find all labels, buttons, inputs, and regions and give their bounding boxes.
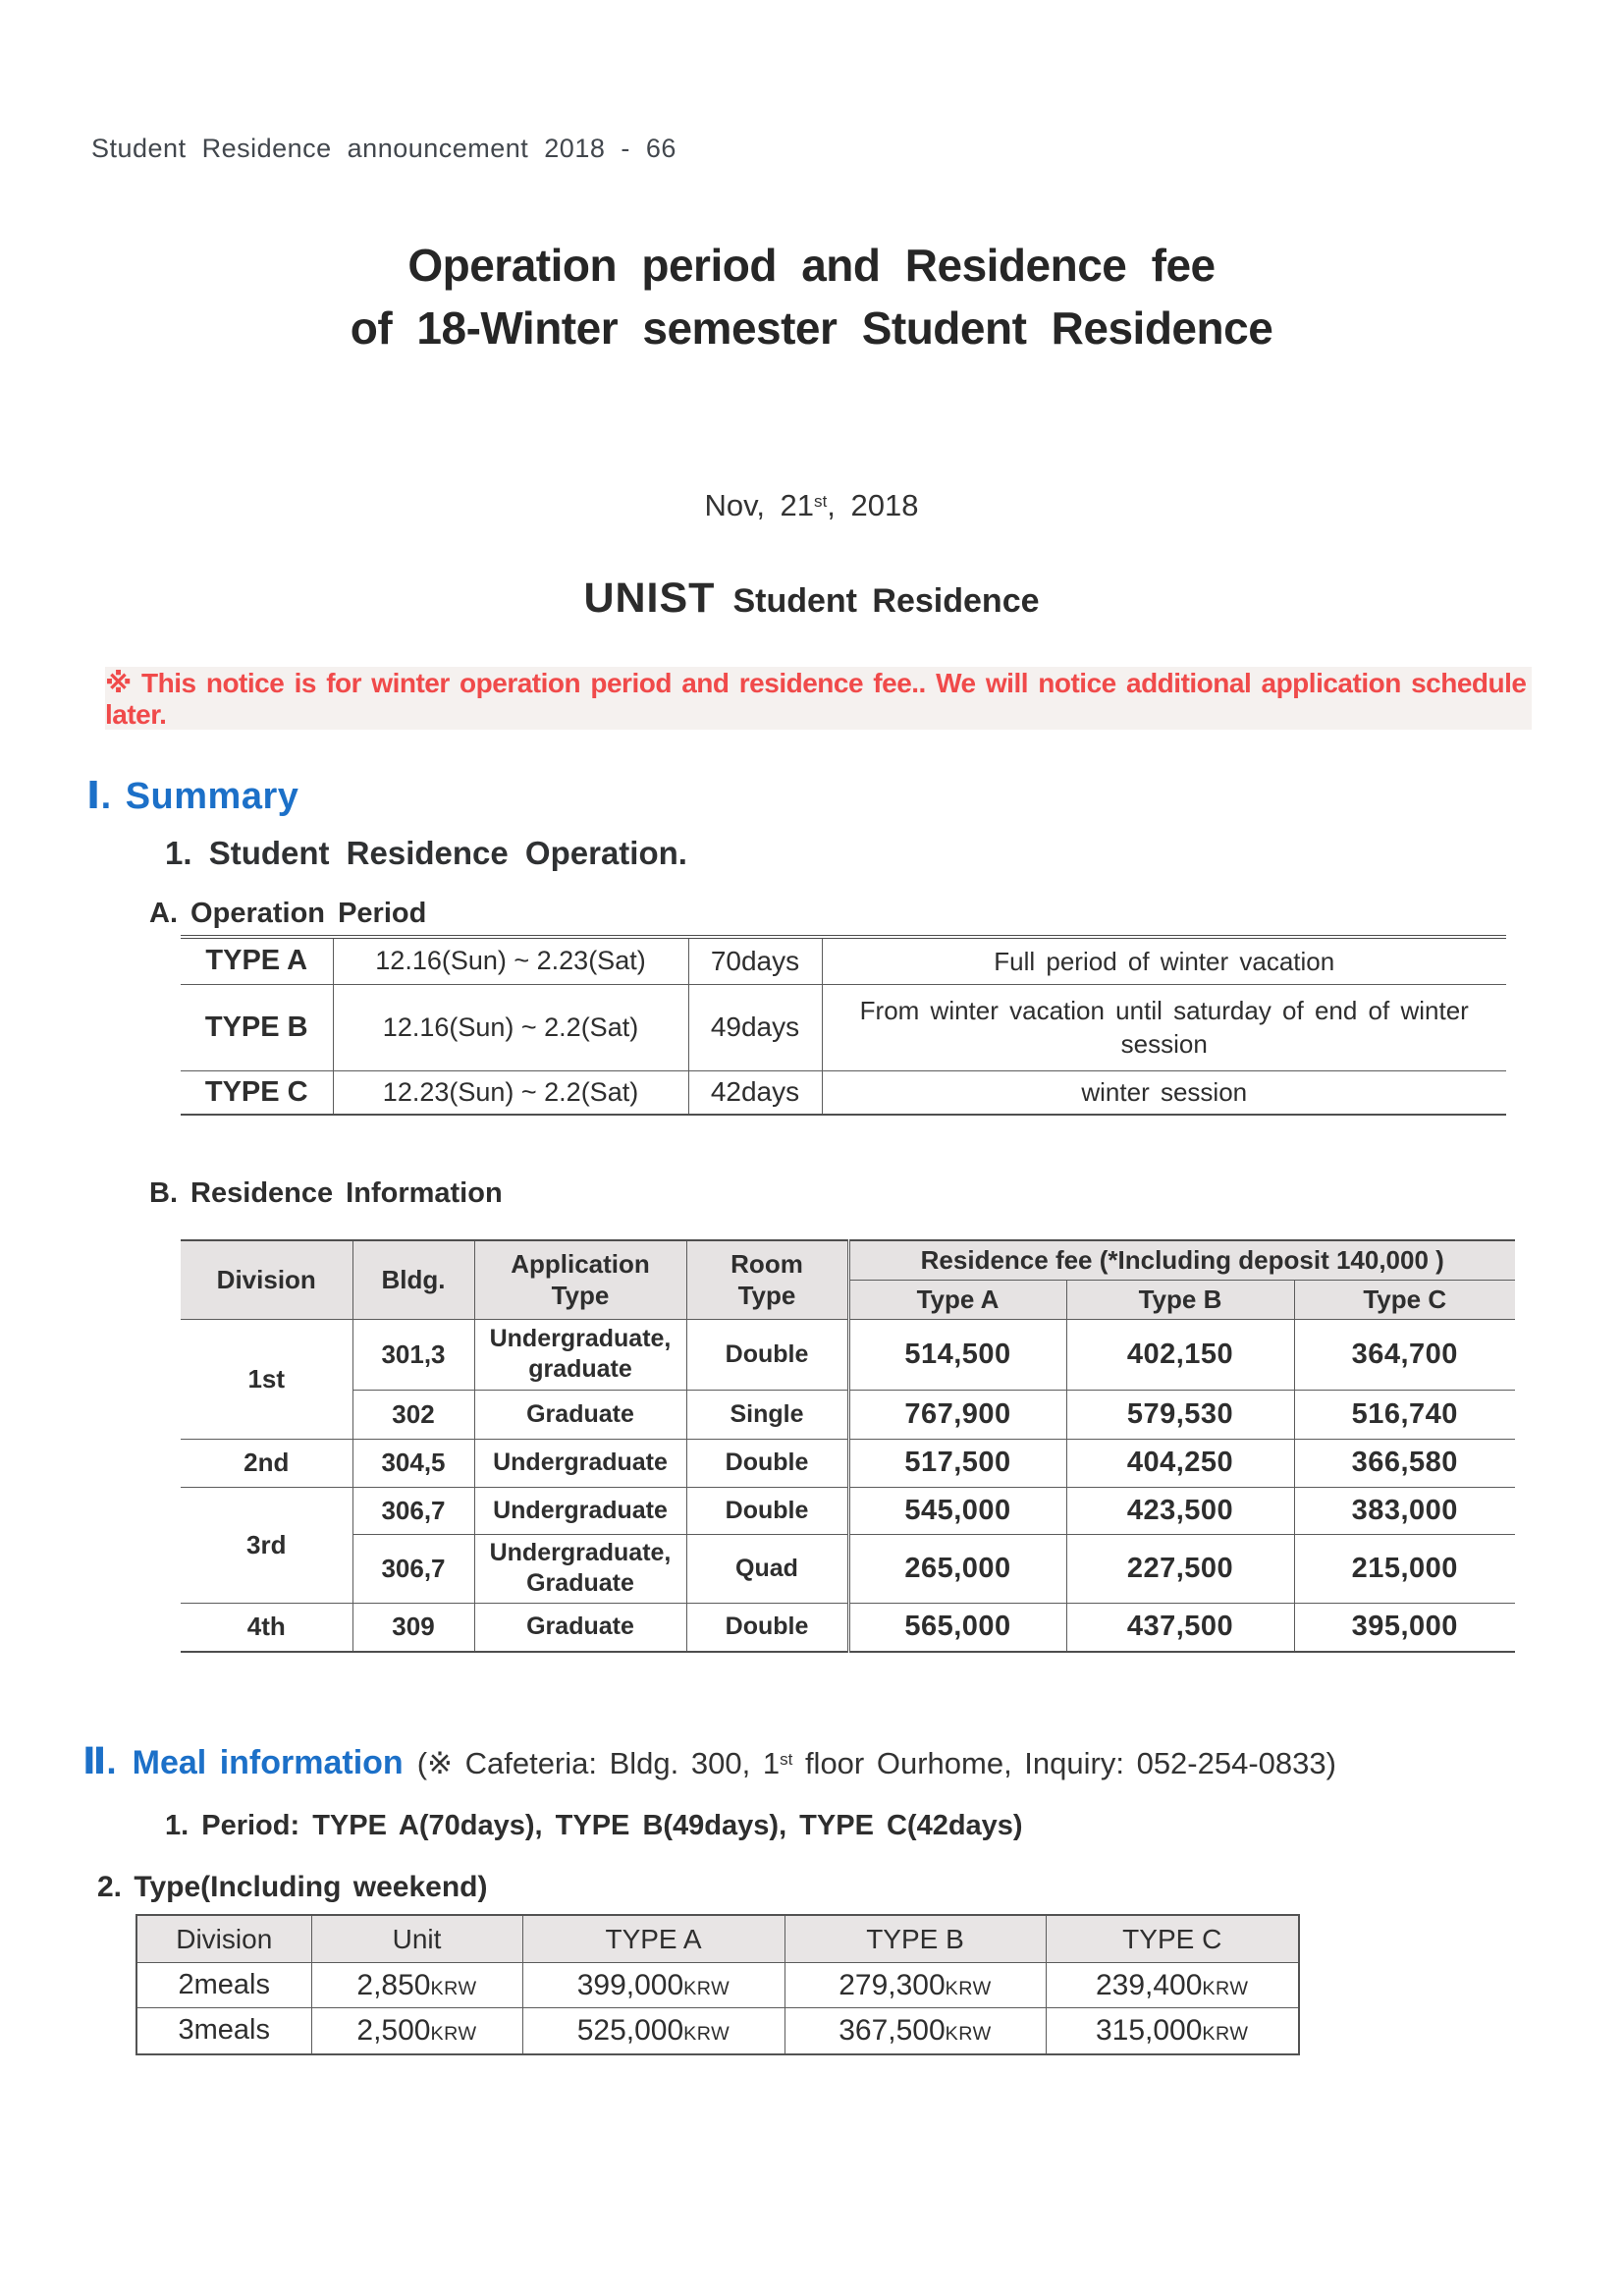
meal-a-value: 525,000 [576, 2013, 684, 2047]
cell-division: 3rd [181, 1487, 352, 1603]
org-label: Student Residence [732, 582, 1040, 620]
th-type-b: Type B [1066, 1280, 1294, 1319]
notice-text: ※ This notice is for winter operation period and residence fee.. We will notice additional application schedule later. [105, 667, 1527, 730]
meal-intro-text: (※ Cafeteria: Bldg. 300, 1 [416, 1746, 781, 1780]
cell-fee-a: 514,500 [848, 1319, 1066, 1390]
cell-fee-c: 366,580 [1294, 1439, 1515, 1487]
cell-fee-c: 364,700 [1294, 1319, 1515, 1390]
op-period-cell: 12.16(Sun) ~ 2.23(Sat) [333, 937, 688, 984]
org-brand: UNIST [583, 574, 716, 622]
table-row [181, 1534, 1515, 1603]
section-1-heading [86, 774, 298, 818]
section-1-number: Ⅰ. [86, 776, 112, 817]
th-residence-fee: Residence fee (*Including deposit 140,000 ) [848, 1240, 1515, 1280]
cell-bldg: 302 [352, 1390, 474, 1439]
cell-fee-c: 215,000 [1294, 1534, 1515, 1603]
residence-info-table [181, 1239, 1515, 1653]
meal-th-division: Division [136, 1915, 311, 1963]
cell-fee-a: 517,500 [848, 1439, 1066, 1487]
table-row [181, 1319, 1515, 1390]
op-desc-cell: From winter vacation until saturday of end of winter session [822, 984, 1506, 1070]
org-line [0, 574, 1623, 623]
krw-suffix: KRW [430, 2022, 477, 2045]
item-2-1-heading: 1. Period: TYPE A(70days), TYPE B(49days), TYPE C(42days) [165, 1810, 1023, 1841]
th-room-type: Room Type [686, 1240, 848, 1319]
krw-suffix: KRW [945, 2022, 992, 2045]
meal-th-type-c: TYPE C [1046, 1915, 1299, 1963]
doc-date [0, 488, 1623, 523]
th-type-c: Type C [1294, 1280, 1515, 1319]
cell-room: Double [686, 1487, 848, 1534]
meal-c-value: 315,000 [1095, 2013, 1203, 2047]
cell-bldg: 306,7 [352, 1487, 474, 1534]
cell-fee-b: 402,150 [1066, 1319, 1294, 1390]
operation-period-table [181, 935, 1506, 1116]
item-a-heading: A. Operation Period [149, 898, 427, 929]
table-header-row [181, 1240, 1515, 1280]
section-2-number: Ⅱ. [82, 1741, 117, 1781]
doc-number: Student Residence announcement 2018 - 66 [91, 134, 676, 163]
op-period-cell: 12.16(Sun) ~ 2.2(Sat) [333, 984, 688, 1070]
meal-th-type-b: TYPE B [784, 1915, 1046, 1963]
date-text: Nov, 21 [704, 488, 815, 522]
meal-intro [417, 1746, 1336, 1780]
cell-room: Double [686, 1439, 848, 1487]
meal-b-value: 367,500 [839, 2013, 946, 2047]
krw-suffix: KRW [1202, 1977, 1249, 1999]
cell-fee-a: 265,000 [848, 1534, 1066, 1603]
op-days-cell: 49days [688, 984, 822, 1070]
op-type-cell: TYPE A [181, 937, 333, 984]
title-line-1: Operation period and Residence fee [407, 240, 1216, 291]
krw-suffix: KRW [683, 1977, 730, 1999]
meal-b-value: 279,300 [839, 1968, 946, 2001]
cell-division: 2nd [181, 1439, 352, 1487]
meal-unit-cell [311, 2008, 522, 2054]
meal-c-value: 239,400 [1095, 1968, 1203, 2001]
item-1-heading: 1. Student Residence Operation. [165, 835, 687, 871]
meal-type-c-cell [1046, 2008, 1299, 2054]
op-type-cell: TYPE B [181, 984, 333, 1070]
cell-fee-b: 579,530 [1066, 1390, 1294, 1439]
section-2-title: Meal information [132, 1744, 404, 1781]
meal-type-c-cell [1046, 1963, 1299, 2008]
cell-fee-a: 565,000 [848, 1603, 1066, 1652]
cell-fee-c: 383,000 [1294, 1487, 1515, 1534]
cell-application: Undergraduate [474, 1439, 686, 1487]
op-days-cell: 42days [688, 1070, 822, 1115]
cell-fee-c: 516,740 [1294, 1390, 1515, 1439]
table-row [181, 1603, 1515, 1652]
op-period-cell: 12.23(Sun) ~ 2.2(Sat) [333, 1070, 688, 1115]
krw-suffix: KRW [1202, 2022, 1249, 2045]
meal-division-cell: 3meals [136, 2008, 311, 2054]
cell-application: Undergraduate, Graduate [474, 1534, 686, 1603]
table-row [181, 1390, 1515, 1439]
table-row [181, 1487, 1515, 1534]
cell-division: 1st [181, 1319, 352, 1439]
doc-title [0, 234, 1623, 359]
krw-suffix: KRW [945, 1977, 992, 1999]
cell-fee-b: 423,500 [1066, 1487, 1294, 1534]
meal-type-b-cell [784, 1963, 1046, 2008]
cell-fee-b: 437,500 [1066, 1603, 1294, 1652]
date-superscript: st [814, 492, 828, 512]
cell-fee-b: 404,250 [1066, 1439, 1294, 1487]
th-bldg: Bldg. [352, 1240, 474, 1319]
cell-bldg: 309 [352, 1603, 474, 1652]
meal-type-b-cell [784, 2008, 1046, 2054]
meal-division-cell: 2meals [136, 1963, 311, 2008]
th-application-type: Application Type [474, 1240, 686, 1319]
cell-fee-c: 395,000 [1294, 1603, 1515, 1652]
section-1-title: Summary [125, 776, 299, 817]
meal-unit-value: 2,850 [356, 1968, 431, 2001]
table-row [136, 1963, 1299, 2008]
cell-room: Quad [686, 1534, 848, 1603]
cell-bldg: 306,7 [352, 1534, 474, 1603]
meal-unit-value: 2,500 [356, 2013, 431, 2047]
cell-bldg: 301,3 [352, 1319, 474, 1390]
krw-suffix: KRW [430, 1977, 477, 1999]
th-type-a: Type A [848, 1280, 1066, 1319]
meal-a-value: 399,000 [576, 1968, 684, 2001]
cell-application: Undergraduate [474, 1487, 686, 1534]
cell-fee-a: 767,900 [848, 1390, 1066, 1439]
cell-fee-a: 545,000 [848, 1487, 1066, 1534]
cell-room: Double [686, 1603, 848, 1652]
meal-th-unit: Unit [311, 1915, 522, 1963]
table-row [181, 937, 1506, 984]
meal-type-a-cell [522, 1963, 784, 2008]
floor-superscript: st [780, 1750, 793, 1770]
cell-room: Double [686, 1319, 848, 1390]
cell-application: Graduate [474, 1603, 686, 1652]
table-row [181, 984, 1506, 1070]
cell-room: Single [686, 1390, 848, 1439]
th-division: Division [181, 1240, 352, 1319]
table-row [136, 2008, 1299, 2054]
meal-table [135, 1914, 1300, 2055]
cell-fee-b: 227,500 [1066, 1534, 1294, 1603]
meal-type-a-cell [522, 2008, 784, 2054]
op-desc-cell: Full period of winter vacation [822, 937, 1506, 984]
table-header-row [136, 1915, 1299, 1963]
op-days-cell: 70days [688, 937, 822, 984]
meal-unit-cell [311, 1963, 522, 2008]
date-year: , 2018 [827, 488, 919, 522]
table-row [181, 1070, 1506, 1115]
op-desc-cell: winter session [822, 1070, 1506, 1115]
cell-division: 4th [181, 1603, 352, 1652]
item-2-2-heading: 2. Type(Including weekend) [97, 1871, 488, 1903]
item-b-heading: B. Residence Information [149, 1177, 503, 1209]
cell-bldg: 304,5 [352, 1439, 474, 1487]
title-line-2: of 18-Winter semester Student Residence [350, 302, 1273, 354]
cell-application: Undergraduate, graduate [474, 1319, 686, 1390]
notice-banner [105, 667, 1532, 730]
meal-intro-contact: floor Ourhome, Inquiry: 052-254-0833) [792, 1746, 1336, 1780]
section-2-heading [82, 1740, 1336, 1782]
meal-th-type-a: TYPE A [522, 1915, 784, 1963]
table-row [181, 1439, 1515, 1487]
krw-suffix: KRW [683, 2022, 730, 2045]
op-type-cell: TYPE C [181, 1070, 333, 1115]
cell-application: Graduate [474, 1390, 686, 1439]
